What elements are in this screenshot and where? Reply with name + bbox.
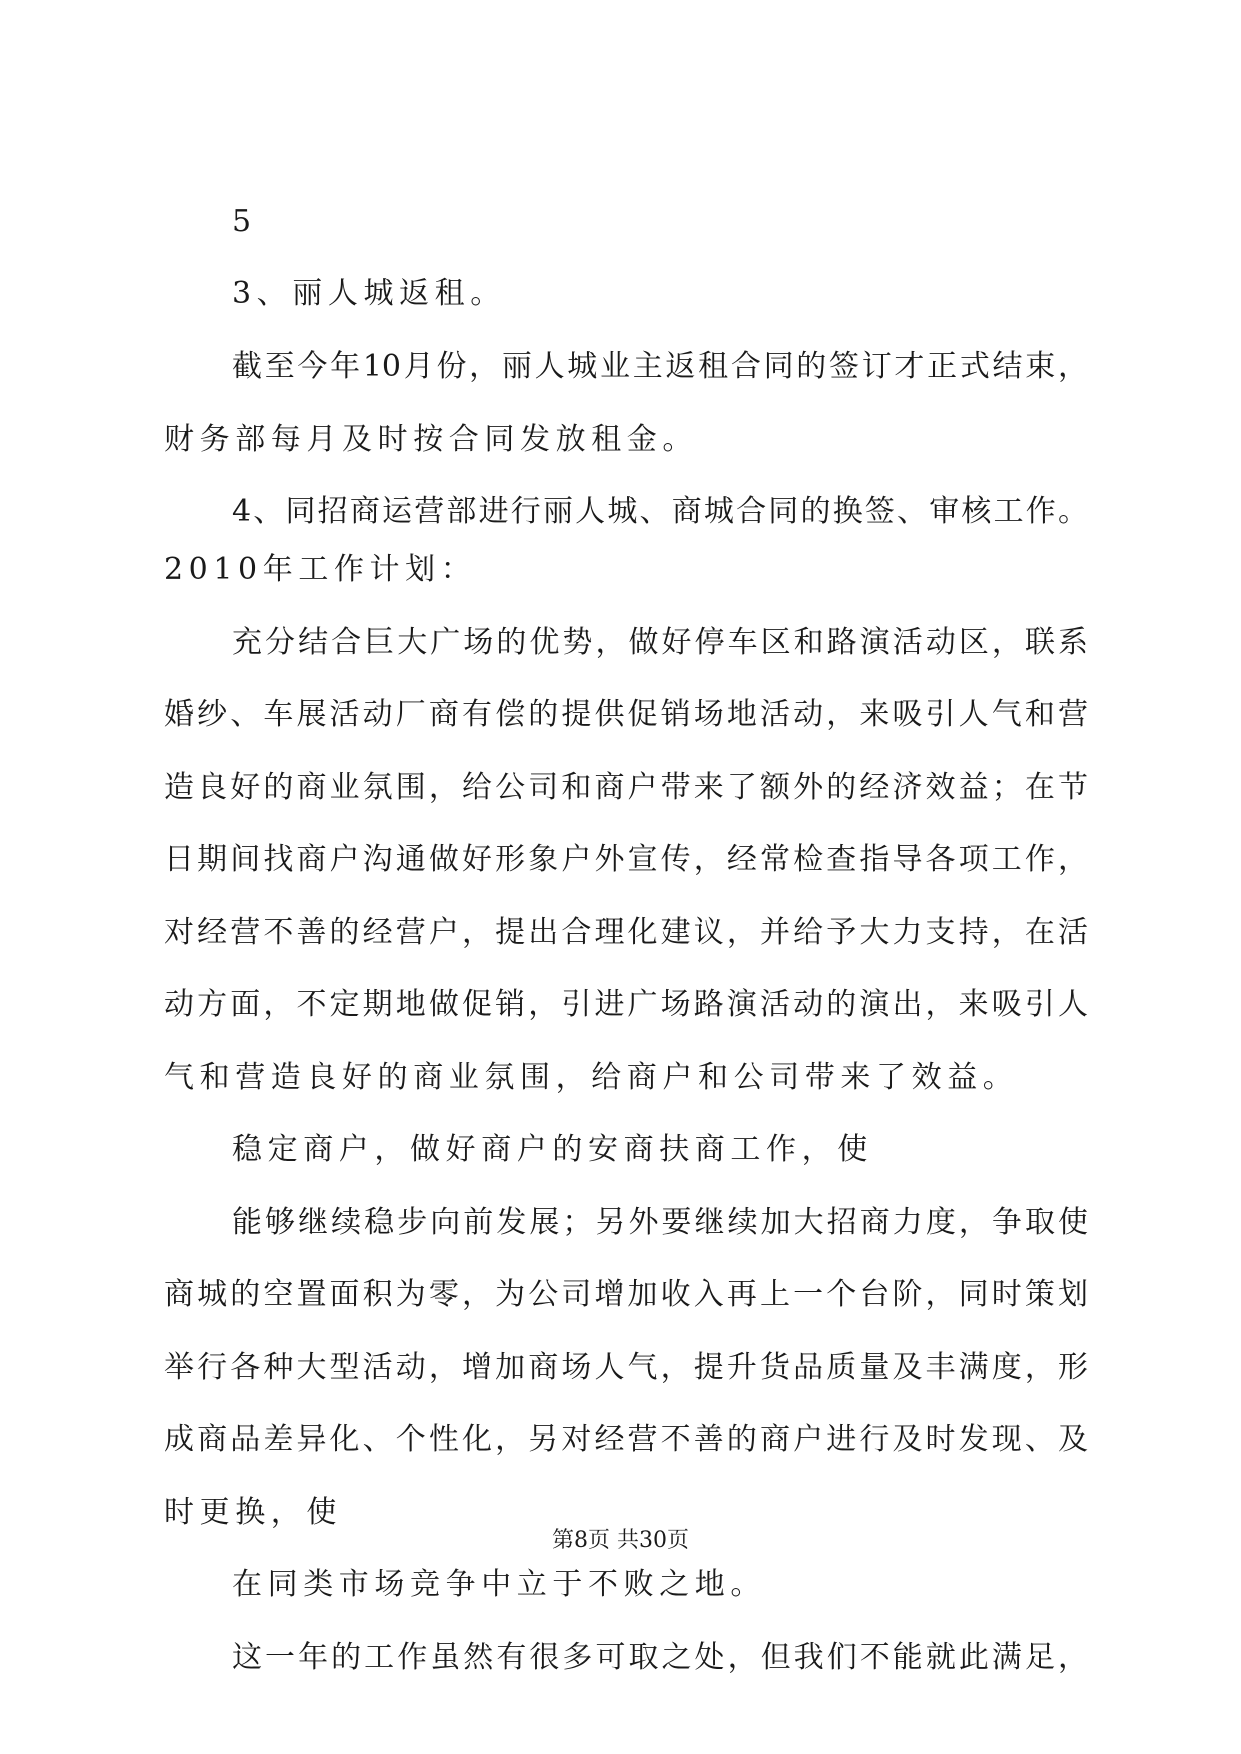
text-line-14: 稳定商户，做好商户的安商扶商工作，使 <box>232 1132 873 1167</box>
text-line-21: 这一年的工作虽然有很多可取之处，但我们不能就此满足， <box>232 1640 1088 1675</box>
text-line-10: 日期间找商户沟通做好形象户外宣传，经常检查指导各项工作， <box>164 842 1088 877</box>
text-line-17: 举行各种大型活动，增加商场人气，提升货品质量及丰满度，形 <box>164 1350 1088 1385</box>
text-line-4: 财务部每月及时按合同发放租金。 <box>164 422 698 457</box>
text-line-12: 动方面，不定期地做促销，引进广场路演活动的演出，来吸引人 <box>164 987 1088 1022</box>
text-line-3: 截至今年10月份，丽人城业主返租合同的签订才正式结束， <box>232 349 1088 384</box>
text-line-2: 3、丽人城返租。 <box>232 276 506 311</box>
text-line-6: 2010年工作计划： <box>164 552 477 587</box>
text-line-1: 5 <box>232 204 257 239</box>
text-line-5: 4、同招商运营部进行丽人城、商城合同的换签、审核工作。 <box>232 494 1088 529</box>
page-footer: 第8页 共30页 <box>552 1528 689 1553</box>
text-line-8: 婚纱、车展活动厂商有偿的提供促销场地活动，来吸引人气和营 <box>164 697 1088 732</box>
text-line-19: 时更换，使 <box>164 1495 342 1530</box>
text-line-16: 商城的空置面积为零，为公司增加收入再上一个台阶，同时策划 <box>164 1277 1088 1312</box>
text-line-13: 气和营造良好的商业氛围，给商户和公司带来了效益。 <box>164 1060 1019 1095</box>
text-line-11: 对经营不善的经营户，提出合理化建议，并给予大力支持，在活 <box>164 915 1088 950</box>
text-line-18: 成商品差异化、个性化，另对经营不善的商户进行及时发现、及 <box>164 1422 1088 1457</box>
text-line-7: 充分结合巨大广场的优势，做好停车区和路演活动区，联系 <box>232 625 1088 660</box>
text-line-15: 能够继续稳步向前发展；另外要继续加大招商力度，争取使 <box>232 1205 1088 1240</box>
text-line-20: 在同类市场竞争中立于不败之地。 <box>232 1567 766 1602</box>
text-line-9: 造良好的商业氛围，给公司和商户带来了额外的经济效益；在节 <box>164 770 1088 805</box>
